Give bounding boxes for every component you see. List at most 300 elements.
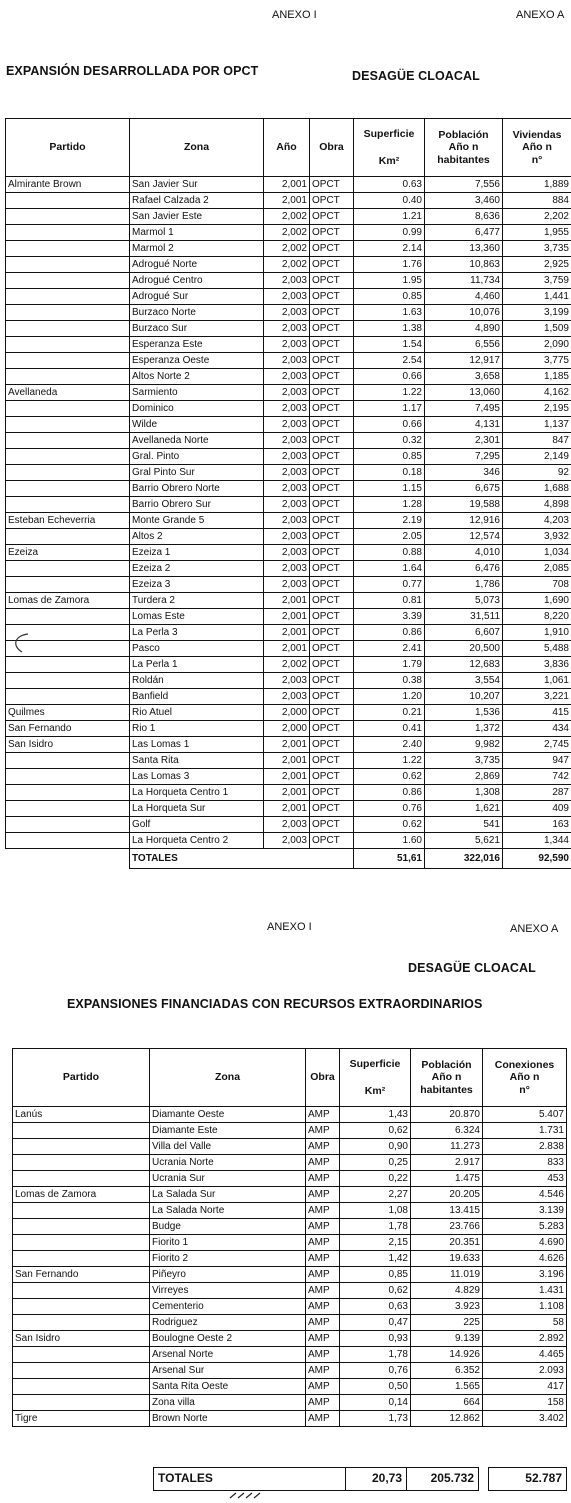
poblacion-cell: 541 — [425, 817, 503, 833]
zona-cell: Turdera 2 — [130, 593, 264, 609]
partido-cell: San Fernando — [13, 1267, 150, 1283]
obra-cell: OPCT — [310, 689, 354, 705]
viviendas-cell: 1,441 — [503, 289, 571, 305]
viviendas-cell: 1,690 — [503, 593, 571, 609]
partido-cell: San Isidro — [13, 1331, 150, 1347]
superficie-cell: 2,27 — [340, 1187, 411, 1203]
table-row — [6, 641, 571, 657]
viviendas-cell: 5,488 — [503, 641, 571, 657]
partido-cell — [6, 833, 130, 849]
zona-cell: Cementerio — [150, 1299, 306, 1315]
obra-cell: OPCT — [310, 305, 354, 321]
obra-cell: AMP — [306, 1331, 340, 1347]
poblacion-cell: 11.019 — [411, 1267, 483, 1283]
viviendas-cell: 415 — [503, 705, 571, 721]
viviendas-cell: 287 — [503, 785, 571, 801]
anio-cell: 2,003 — [264, 577, 310, 593]
superficie-cell: 0.81 — [354, 593, 425, 609]
anio-cell: 2,002 — [264, 257, 310, 273]
poblacion-cell: 9.139 — [411, 1331, 483, 1347]
superficie-cell: 1.64 — [354, 561, 425, 577]
obra-cell: OPCT — [310, 785, 354, 801]
anio-cell: 2,001 — [264, 769, 310, 785]
superficie-cell: 0.18 — [354, 465, 425, 481]
viviendas-cell: 4,162 — [503, 385, 571, 401]
obra-cell: OPCT — [310, 353, 354, 369]
superficie-cell: 0,85 — [340, 1267, 411, 1283]
table-row — [6, 721, 571, 737]
viviendas-cell: 8,220 — [503, 609, 571, 625]
table-row — [6, 177, 571, 193]
obra-cell: AMP — [306, 1299, 340, 1315]
anio-cell: 2,001 — [264, 593, 310, 609]
partido-cell — [6, 369, 130, 385]
table-row — [13, 1187, 567, 1203]
poblacion-cell: 23.766 — [411, 1219, 483, 1235]
conexiones-cell: 3.139 — [483, 1203, 567, 1219]
table-row — [6, 705, 571, 721]
viviendas-cell: 708 — [503, 577, 571, 593]
zona-cell: La Salada Sur — [150, 1187, 306, 1203]
table-row — [13, 1331, 567, 1347]
total-superficie: 20,73 — [371, 1471, 402, 1485]
obra-cell: OPCT — [310, 513, 354, 529]
obra-cell: AMP — [306, 1363, 340, 1379]
superficie-cell: 0.41 — [354, 721, 425, 737]
poblacion-cell: 11,734 — [425, 273, 503, 289]
superficie-cell: 1,42 — [340, 1251, 411, 1267]
partido-cell — [6, 449, 130, 465]
poblacion-cell: 12,917 — [425, 353, 503, 369]
anio-cell: 2,002 — [264, 225, 310, 241]
superficie-cell: 0.66 — [354, 417, 425, 433]
partido-cell — [6, 529, 130, 545]
zona-cell: San Javier Sur — [130, 177, 264, 193]
viviendas-cell: 1,509 — [503, 321, 571, 337]
partido-cell — [13, 1171, 150, 1187]
table-row — [6, 465, 571, 481]
partido-cell: Avellaneda — [6, 385, 130, 401]
zona-cell: La Perla 1 — [130, 657, 264, 673]
table-row — [13, 1155, 567, 1171]
viviendas-cell: 1,137 — [503, 417, 571, 433]
table-row — [6, 337, 571, 353]
partido-cell — [6, 305, 130, 321]
obra-cell: AMP — [306, 1235, 340, 1251]
obra-cell: OPCT — [310, 497, 354, 513]
anio-cell: 2,003 — [264, 433, 310, 449]
partido-cell — [6, 817, 130, 833]
poblacion-cell: 2.917 — [411, 1155, 483, 1171]
partido-cell — [6, 753, 130, 769]
zona-cell: Diamante Este — [150, 1123, 306, 1139]
superficie-cell: 1.22 — [354, 753, 425, 769]
poblacion-cell: 3,658 — [425, 369, 503, 385]
table-row — [6, 577, 571, 593]
obra-cell: OPCT — [310, 225, 354, 241]
anio-cell: 2,003 — [264, 497, 310, 513]
viviendas-label: Viviendas — [512, 129, 562, 142]
zona-cell: Ezeiza 3 — [130, 577, 264, 593]
anio-cell: 2,001 — [264, 641, 310, 657]
partido-cell — [13, 1299, 150, 1315]
partido-cell — [6, 433, 130, 449]
poblacion-anio-label: Año n — [448, 141, 479, 154]
obra-cell: OPCT — [310, 257, 354, 273]
conexiones-anio-label: Año n — [509, 1071, 540, 1084]
anexo-i-label-2: ANEXO I — [267, 921, 312, 933]
obra-cell: AMP — [306, 1283, 340, 1299]
zona-cell: San Javier Este — [130, 209, 264, 225]
obra-cell: OPCT — [310, 625, 354, 641]
viviendas-cell: 92 — [503, 465, 571, 481]
partido-cell: San Isidro — [6, 737, 130, 753]
zona-cell: Marmol 2 — [130, 241, 264, 257]
poblacion-cell: 1.475 — [411, 1171, 483, 1187]
col-poblacion-header — [411, 1049, 483, 1107]
poblacion-cell: 346 — [425, 465, 503, 481]
conexiones-cell: 2.892 — [483, 1331, 567, 1347]
zona-cell: Sarmiento — [130, 385, 264, 401]
superficie-cell: 0.62 — [354, 769, 425, 785]
totales-box — [153, 1467, 346, 1491]
zona-cell: Boulogne Oeste 2 — [150, 1331, 306, 1347]
poblacion-cell: 10,207 — [425, 689, 503, 705]
obra-cell: OPCT — [310, 721, 354, 737]
table-row — [6, 225, 571, 241]
partido-cell: San Fernando — [6, 721, 130, 737]
zona-cell: Ucrania Norte — [150, 1155, 306, 1171]
viviendas-cell: 2,202 — [503, 209, 571, 225]
conexiones-cell: 3.196 — [483, 1267, 567, 1283]
anio-cell: 2,003 — [264, 417, 310, 433]
superficie-label: Superficie — [363, 128, 415, 141]
conexiones-cell: 2.838 — [483, 1139, 567, 1155]
poblacion-cell: 3.923 — [411, 1299, 483, 1315]
obra-cell: OPCT — [310, 801, 354, 817]
superficie-cell: 1.28 — [354, 497, 425, 513]
partido-cell — [6, 577, 130, 593]
zona-cell: Altos Norte 2 — [130, 369, 264, 385]
obra-cell: OPCT — [310, 769, 354, 785]
table-header-row — [13, 1049, 567, 1107]
viviendas-cell: 2,195 — [503, 401, 571, 417]
zona-cell: La Horqueta Centro 1 — [130, 785, 264, 801]
superficie-cell: 0.62 — [354, 817, 425, 833]
anio-cell: 2,001 — [264, 625, 310, 641]
viviendas-cell: 1,344 — [503, 833, 571, 849]
poblacion-cell: 31,511 — [425, 609, 503, 625]
partido-cell — [6, 657, 130, 673]
viviendas-cell: 2,925 — [503, 257, 571, 273]
zona-cell: Rio 1 — [130, 721, 264, 737]
anexo-i-label: ANEXO I — [272, 9, 317, 21]
poblacion-anio-label: Año n — [431, 1071, 462, 1084]
obra-cell: AMP — [306, 1315, 340, 1331]
anio-cell: 2,003 — [264, 369, 310, 385]
anio-cell: 2,001 — [264, 737, 310, 753]
superficie-cell: 0,63 — [340, 1299, 411, 1315]
table-row — [6, 369, 571, 385]
partido-cell: Ezeiza — [6, 545, 130, 561]
conexiones-cell: 4.465 — [483, 1347, 567, 1363]
conexiones-cell: 453 — [483, 1171, 567, 1187]
anio-cell: 2,002 — [264, 657, 310, 673]
table-row — [13, 1235, 567, 1251]
poblacion-cell: 4,010 — [425, 545, 503, 561]
partido-cell: Lomas de Zamora — [6, 593, 130, 609]
obra-cell: OPCT — [310, 193, 354, 209]
partido-cell — [6, 241, 130, 257]
obra-cell: OPCT — [310, 273, 354, 289]
superficie-cell: 0.40 — [354, 193, 425, 209]
table-row — [6, 593, 571, 609]
section-title-desague: DESAGÜE CLOACAL — [352, 69, 480, 83]
zona-cell: Esperanza Este — [130, 337, 264, 353]
zona-cell: Adrogué Sur — [130, 289, 264, 305]
partido-cell — [6, 417, 130, 433]
anio-cell: 2,003 — [264, 465, 310, 481]
table-row — [6, 545, 571, 561]
poblacion-cell: 19,588 — [425, 497, 503, 513]
viviendas-cell: 1,955 — [503, 225, 571, 241]
anio-cell: 2,003 — [264, 689, 310, 705]
anio-cell: 2,003 — [264, 513, 310, 529]
partido-cell — [13, 1395, 150, 1411]
poblacion-cell: 9,982 — [425, 737, 503, 753]
viviendas-cell: 1,061 — [503, 673, 571, 689]
total-superficie: 51,61 — [354, 849, 425, 869]
superficie-cell: 0,62 — [340, 1123, 411, 1139]
zona-cell: Gral. Pinto — [130, 449, 264, 465]
zona-cell: Budge — [150, 1219, 306, 1235]
poblacion-cell: 2,301 — [425, 433, 503, 449]
conexiones-cell: 4.546 — [483, 1187, 567, 1203]
viviendas-cell: 2,745 — [503, 737, 571, 753]
superficie-cell: 0,47 — [340, 1315, 411, 1331]
obra-cell: OPCT — [310, 177, 354, 193]
viviendas-cell: 742 — [503, 769, 571, 785]
anio-cell: 2,003 — [264, 449, 310, 465]
poblacion-cell: 12,683 — [425, 657, 503, 673]
superficie-cell: 2.14 — [354, 241, 425, 257]
poblacion-cell: 13,360 — [425, 241, 503, 257]
total-poblacion: 205.732 — [430, 1471, 474, 1485]
habitantes-label: habitantes — [437, 153, 490, 166]
partido-cell — [6, 273, 130, 289]
anio-cell: 2,003 — [264, 833, 310, 849]
poblacion-cell: 6,477 — [425, 225, 503, 241]
anio-cell: 2,002 — [264, 241, 310, 257]
table-row — [6, 417, 571, 433]
superficie-cell: 0.99 — [354, 225, 425, 241]
obra-cell: OPCT — [310, 337, 354, 353]
zona-cell: Dominico — [130, 401, 264, 417]
obra-cell: AMP — [306, 1171, 340, 1187]
anio-cell: 2,000 — [264, 721, 310, 737]
table-row — [6, 433, 571, 449]
partido-cell — [6, 401, 130, 417]
zona-cell: Barrio Obrero Sur — [130, 497, 264, 513]
section-title-desague-2: DESAGÜE CLOACAL — [408, 961, 536, 975]
partido-cell — [13, 1203, 150, 1219]
table-row — [13, 1283, 567, 1299]
table-row — [6, 305, 571, 321]
table-row — [13, 1315, 567, 1331]
zona-cell: La Horqueta Centro 2 — [130, 833, 264, 849]
col-anio-header: Año — [264, 119, 310, 177]
table-row — [6, 289, 571, 305]
col-viviendas-header — [503, 119, 571, 177]
obra-cell: OPCT — [310, 673, 354, 689]
superficie-cell: 1.60 — [354, 833, 425, 849]
anio-cell: 2,001 — [264, 193, 310, 209]
zona-cell: Ezeiza 1 — [130, 545, 264, 561]
obra-cell: OPCT — [310, 417, 354, 433]
obra-cell: OPCT — [310, 321, 354, 337]
zona-cell: Fiorito 2 — [150, 1251, 306, 1267]
zona-cell: Altos 2 — [130, 529, 264, 545]
superficie-cell: 0,93 — [340, 1331, 411, 1347]
superficie-cell: 1,73 — [340, 1411, 411, 1427]
zona-cell: Barrio Obrero Norte — [130, 481, 264, 497]
conexiones-cell: 4.626 — [483, 1251, 567, 1267]
viviendas-cell: 1,688 — [503, 481, 571, 497]
table-row — [6, 193, 571, 209]
superficie-cell: 0.85 — [354, 289, 425, 305]
obra-cell: OPCT — [310, 449, 354, 465]
zona-cell: Ucrania Sur — [150, 1171, 306, 1187]
anio-cell: 2,003 — [264, 673, 310, 689]
table-row — [13, 1107, 567, 1123]
table-row — [6, 481, 571, 497]
anio-cell: 2,001 — [264, 785, 310, 801]
poblacion-cell: 20.205 — [411, 1187, 483, 1203]
obra-cell: OPCT — [310, 481, 354, 497]
obra-cell: AMP — [306, 1203, 340, 1219]
totales-label: TOTALES — [130, 849, 354, 869]
col-zona-header: Zona — [130, 119, 264, 177]
poblacion-cell: 6,607 — [425, 625, 503, 641]
zona-cell: Adrogué Norte — [130, 257, 264, 273]
superficie-cell: 1.17 — [354, 401, 425, 417]
amp-expansion-table — [12, 1048, 567, 1427]
superficie-cell: 0,14 — [340, 1395, 411, 1411]
partido-cell — [6, 785, 130, 801]
zona-cell: Marmol 1 — [130, 225, 264, 241]
total-conexiones: 52.787 — [525, 1471, 562, 1485]
zona-cell: Ezeiza 2 — [130, 561, 264, 577]
viviendas-cell: 1,889 — [503, 177, 571, 193]
partido-cell: Almirante Brown — [6, 177, 130, 193]
table-row — [6, 385, 571, 401]
superficie-cell: 0.86 — [354, 785, 425, 801]
viviendas-cell: 163 — [503, 817, 571, 833]
superficie-cell: 0.32 — [354, 433, 425, 449]
viviendas-cell: 3,759 — [503, 273, 571, 289]
viviendas-cell: 947 — [503, 753, 571, 769]
zona-cell: Avellaneda Norte — [130, 433, 264, 449]
zona-cell: Villa del Valle — [150, 1139, 306, 1155]
obra-cell: OPCT — [310, 385, 354, 401]
partido-cell — [6, 289, 130, 305]
superficie-cell: 0.88 — [354, 545, 425, 561]
partido-cell — [6, 209, 130, 225]
obra-cell: OPCT — [310, 289, 354, 305]
poblacion-cell: 11.273 — [411, 1139, 483, 1155]
anio-cell: 2,003 — [264, 385, 310, 401]
superficie-cell: 1.21 — [354, 209, 425, 225]
obra-cell: AMP — [306, 1395, 340, 1411]
poblacion-cell: 3,460 — [425, 193, 503, 209]
viviendas-cell: 2,085 — [503, 561, 571, 577]
partido-cell — [6, 337, 130, 353]
poblacion-cell: 19.633 — [411, 1251, 483, 1267]
col-partido-header: Partido — [13, 1049, 150, 1107]
superficie-cell: 1,78 — [340, 1219, 411, 1235]
superficie-label: Superficie — [349, 1058, 401, 1071]
zona-cell: Arsenal Norte — [150, 1347, 306, 1363]
conexiones-cell: 5.407 — [483, 1107, 567, 1123]
table-row — [6, 689, 571, 705]
section-title-opct: EXPANSIÓN DESARROLLADA POR OPCT — [6, 64, 259, 78]
obra-cell: AMP — [306, 1379, 340, 1395]
zona-cell: Esperanza Oeste — [130, 353, 264, 369]
partido-cell — [6, 801, 130, 817]
viviendas-cell: 1,034 — [503, 545, 571, 561]
viviendas-anio-label: Año n — [522, 141, 552, 154]
table-row — [6, 785, 571, 801]
zona-cell: Gral Pinto Sur — [130, 465, 264, 481]
anio-cell: 2,003 — [264, 481, 310, 497]
table-row — [6, 209, 571, 225]
totals-row — [6, 849, 571, 869]
viviendas-cell: 1,185 — [503, 369, 571, 385]
table-row — [6, 673, 571, 689]
superficie-cell: 0.63 — [354, 177, 425, 193]
zona-cell: Diamante Oeste — [150, 1107, 306, 1123]
anio-cell: 2,001 — [264, 609, 310, 625]
superficie-cell: 1,78 — [340, 1347, 411, 1363]
table-row — [13, 1347, 567, 1363]
opct-expansion-table — [5, 118, 571, 869]
zona-cell: Rafael Calzada 2 — [130, 193, 264, 209]
col-obra-header: Obra — [310, 119, 354, 177]
poblacion-cell: 4,131 — [425, 417, 503, 433]
poblacion-cell: 3,735 — [425, 753, 503, 769]
superficie-cell: 1.54 — [354, 337, 425, 353]
poblacion-cell: 12.862 — [411, 1411, 483, 1427]
obra-cell: OPCT — [310, 609, 354, 625]
km2-label: Km² — [364, 1084, 386, 1097]
table-row — [13, 1395, 567, 1411]
poblacion-cell: 1,372 — [425, 721, 503, 737]
table-row — [6, 273, 571, 289]
superficie-cell: 2.19 — [354, 513, 425, 529]
partido-cell: Lanús — [13, 1107, 150, 1123]
viviendas-cell: 3,199 — [503, 305, 571, 321]
superficie-cell: 2.40 — [354, 737, 425, 753]
superficie-cell: 1.20 — [354, 689, 425, 705]
table-row — [6, 449, 571, 465]
col-superficie-header — [354, 119, 425, 177]
partido-cell: Lomas de Zamora — [13, 1187, 150, 1203]
total-poblacion: 322,016 — [425, 849, 503, 869]
superficie-cell: 0.86 — [354, 625, 425, 641]
anio-cell: 2,003 — [264, 817, 310, 833]
zona-cell: Rio Atuel — [130, 705, 264, 721]
superficie-cell: 0.77 — [354, 577, 425, 593]
